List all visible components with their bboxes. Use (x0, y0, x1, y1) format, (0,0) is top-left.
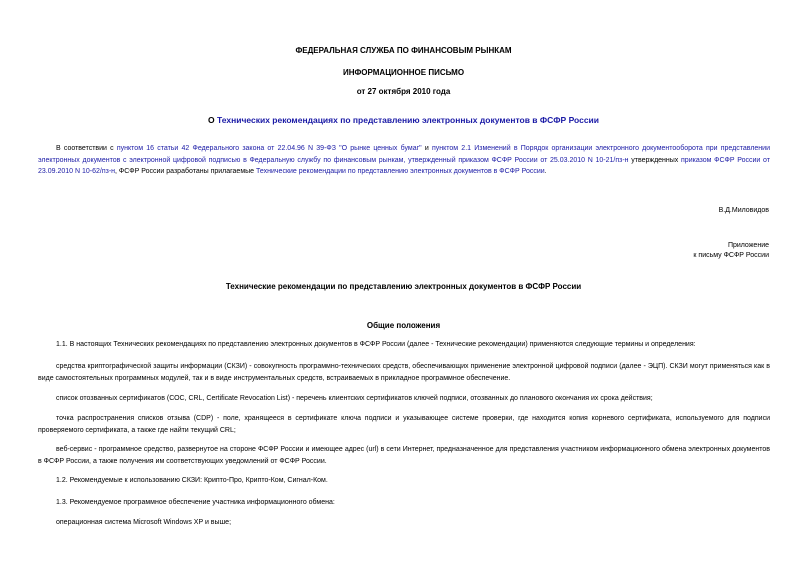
intro-text-2: и (421, 145, 432, 152)
recommendations-title: Технические рекомендации по представлению электронных документов в ФСФР России (225, 282, 582, 291)
intro-text-5: . (544, 168, 547, 175)
agency-title: ФЕДЕРАЛЬНАЯ СЛУЖБА ПО ФИНАНСОВЫМ РЫНКАМ (295, 46, 512, 55)
definition-skzi: средства криптографической защиты информации (СКЗИ) - совокупность программно-технических средств, обеспечивающих применение электронной цифровой подписи (далее - ЭЦП). СКЗИ могут применяться как в виде самостоятельных программных модулей, так и в виде инструментальных средств, встраиваемых в прикладное программное обеспечение. (38, 363, 770, 382)
amendments-link[interactable]: пунктом 2.1 Изменений в Порядок организации электронного документооборота при представлении электронных документов с электронной цифровой подписью в Федеральную службу по финансовым рынкам, утвержденный приказом ФСФР России от 25.03.2010 N 10-21/пз-н (38, 145, 770, 164)
appendix-note (693, 241, 769, 261)
definition-crl: список отозванных сертификатов (СОС, CRL, Certificate Revocation List) - перечень клиентских сертификатов ключей подписи, отозванных до планового окончания их срока действия; (56, 395, 653, 402)
document-date: от 27 октября 2010 года (356, 87, 451, 96)
paragraph-1-2: 1.2. Рекомендуемые к использованию СКЗИ: Крипто-Про, Крипто-Ком, Сигнал-Ком. (56, 477, 328, 484)
paragraph-1-3: 1.3. Рекомендуемое программное обеспечение участника информационного обмена: (56, 499, 335, 506)
subject-prefix: О (207, 115, 217, 125)
letter-subject (0, 115, 807, 125)
signer-name: В.Д.Миловидов (718, 207, 769, 214)
intro-text-1: В соответствии с (56, 145, 117, 152)
intro-text-3: утвержденных (628, 156, 682, 164)
definition-cdp: точка распространения списков отзыва (CDP) - поле, хранящееся в сертификате ключа подписи и указывающее системе проверки, где находится копия корневого сертификата, используемого для подписи проверяемого сертификата, а также где найти текущий CRL; (38, 415, 770, 434)
law-link[interactable]: пунктом 16 статьи 42 Федерального закона от 22.04.96 N 39-ФЗ "О рынке ценных бумаг" (116, 145, 422, 152)
intro-paragraph (38, 143, 770, 178)
document-type: ИНФОРМАЦИОННОЕ ПИСЬМО (342, 68, 465, 77)
subject-link[interactable]: Технических рекомендациях по представлению электронных документов в ФСФР России (216, 115, 600, 125)
appendix-line-1: Приложение (727, 242, 769, 249)
section-title: Общие положения (366, 321, 441, 330)
order-link[interactable]: приказом ФСФР России от 23.09.2010 N 10-62/пз-н (38, 156, 770, 175)
recommendations-link[interactable]: Технические рекомендации по представлению электронных документов в ФСФР России (256, 168, 545, 175)
intro-text-4: , ФСФР России разработаны прилагаемые (115, 168, 257, 175)
os-requirement: операционная система Microsoft Windows XP и выше; (56, 519, 232, 526)
definition-web-service: веб-сервис - программное средство, развернутое на стороне ФСФР России и имеющее адрес (url) в сети Интернет, предназначенное для представления участником информационного обмена электронных документов в ФСФР России, а также получения им соответствующих уведомлений от ФСФР России. (38, 446, 770, 465)
paragraph-1-1: 1.1. В настоящих Технических рекомендациях по представлению электронных документов в ФСФР России (далее - Технические рекомендации) применяются следующие термины и определения: (56, 341, 696, 348)
appendix-line-2: к письму ФСФР России (693, 252, 769, 259)
